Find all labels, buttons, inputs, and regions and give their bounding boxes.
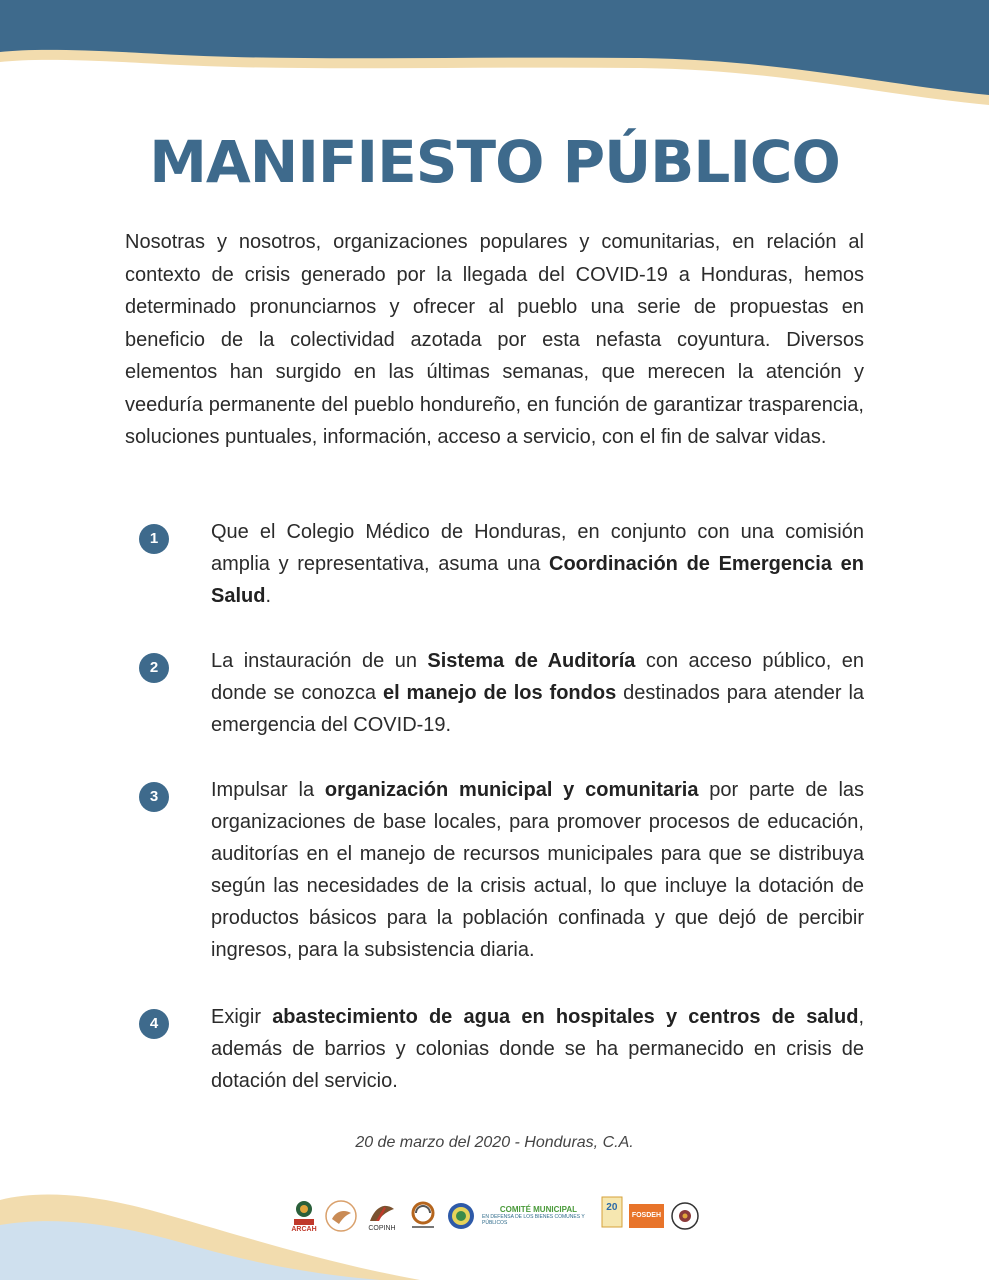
item-text: Que el Colegio Médico de Honduras, en conjunto con una comisión amplia y representativa, asuma una Coordinación de Emergencia en Salud.	[211, 521, 864, 607]
top-wave-decoration	[0, 0, 989, 120]
circular-emblem-logo	[670, 1201, 700, 1231]
fosdeh-logo: FOSDEH	[629, 1204, 664, 1228]
organization-logos	[290, 1196, 700, 1236]
seal-logo	[446, 1201, 476, 1231]
number-badge: 2	[139, 653, 169, 683]
item-text: La instauración de un Sistema de Auditoría con acceso público, en donde se conozca el manejo de los fondos destinados para atender la emergencia del COVID-19.	[211, 650, 865, 736]
number-badge: 1	[139, 524, 169, 554]
list-item	[125, 516, 864, 612]
comite-municipal-logo: COMITÉ MUNICIPAL EN DEFENSA DE LOS BIENES COMUNES Y PÚBLICOS	[482, 1205, 585, 1226]
copinh-logo: COPINH	[364, 1199, 400, 1233]
list-item	[125, 1001, 864, 1097]
convergencia-logo	[406, 1200, 440, 1232]
arcah-logo: ARCAH	[290, 1198, 318, 1234]
page-title: MANIFIESTO PÚBLICO	[149, 128, 840, 196]
number-badge: 3	[139, 782, 169, 812]
anniversary-logo: 20	[601, 1196, 623, 1236]
list-item	[125, 774, 864, 966]
intro-paragraph: Nosotras y nosotros, organizaciones populares y comunitarias, en relación al contexto de crisis generado por la llegada del COVID-19 a Honduras, hemos determinado pronunciarnos y ofrecer al pueblo una serie de propuestas en beneficio de la colectividad azotada por esta nefasta coyuntura. Diversos elementos han surgido en las últimas semanas, que merecen la atención y veeduría permanente del pueblo hondureño, en función de garantizar trasparencia, soluciones puntuales, información, acceso a servicio, con el fin de salvar vidas.	[125, 231, 864, 448]
item-text: Impulsar la organización municipal y comunitaria por parte de las organizaciones de base locales, para promover procesos de educación, auditorías en el manejo de recursos municipales para que se distribuya según las necesidades de la crisis actual, lo que incluye la dotación de productos básicos para la población confinada y que dejó de percibir ingresos, para la subsistencia diaria.	[211, 779, 865, 961]
dove-logo	[324, 1199, 358, 1233]
date-line: 20 de marzo del 2020 - Honduras, C.A.	[355, 1134, 634, 1151]
number-badge: 4	[139, 1009, 169, 1039]
item-text: Exigir abastecimiento de agua en hospitales y centros de salud, además de barrios y colonias donde se ha permanecido en crisis de dotación del servicio.	[211, 1006, 864, 1092]
list-item	[125, 645, 864, 741]
